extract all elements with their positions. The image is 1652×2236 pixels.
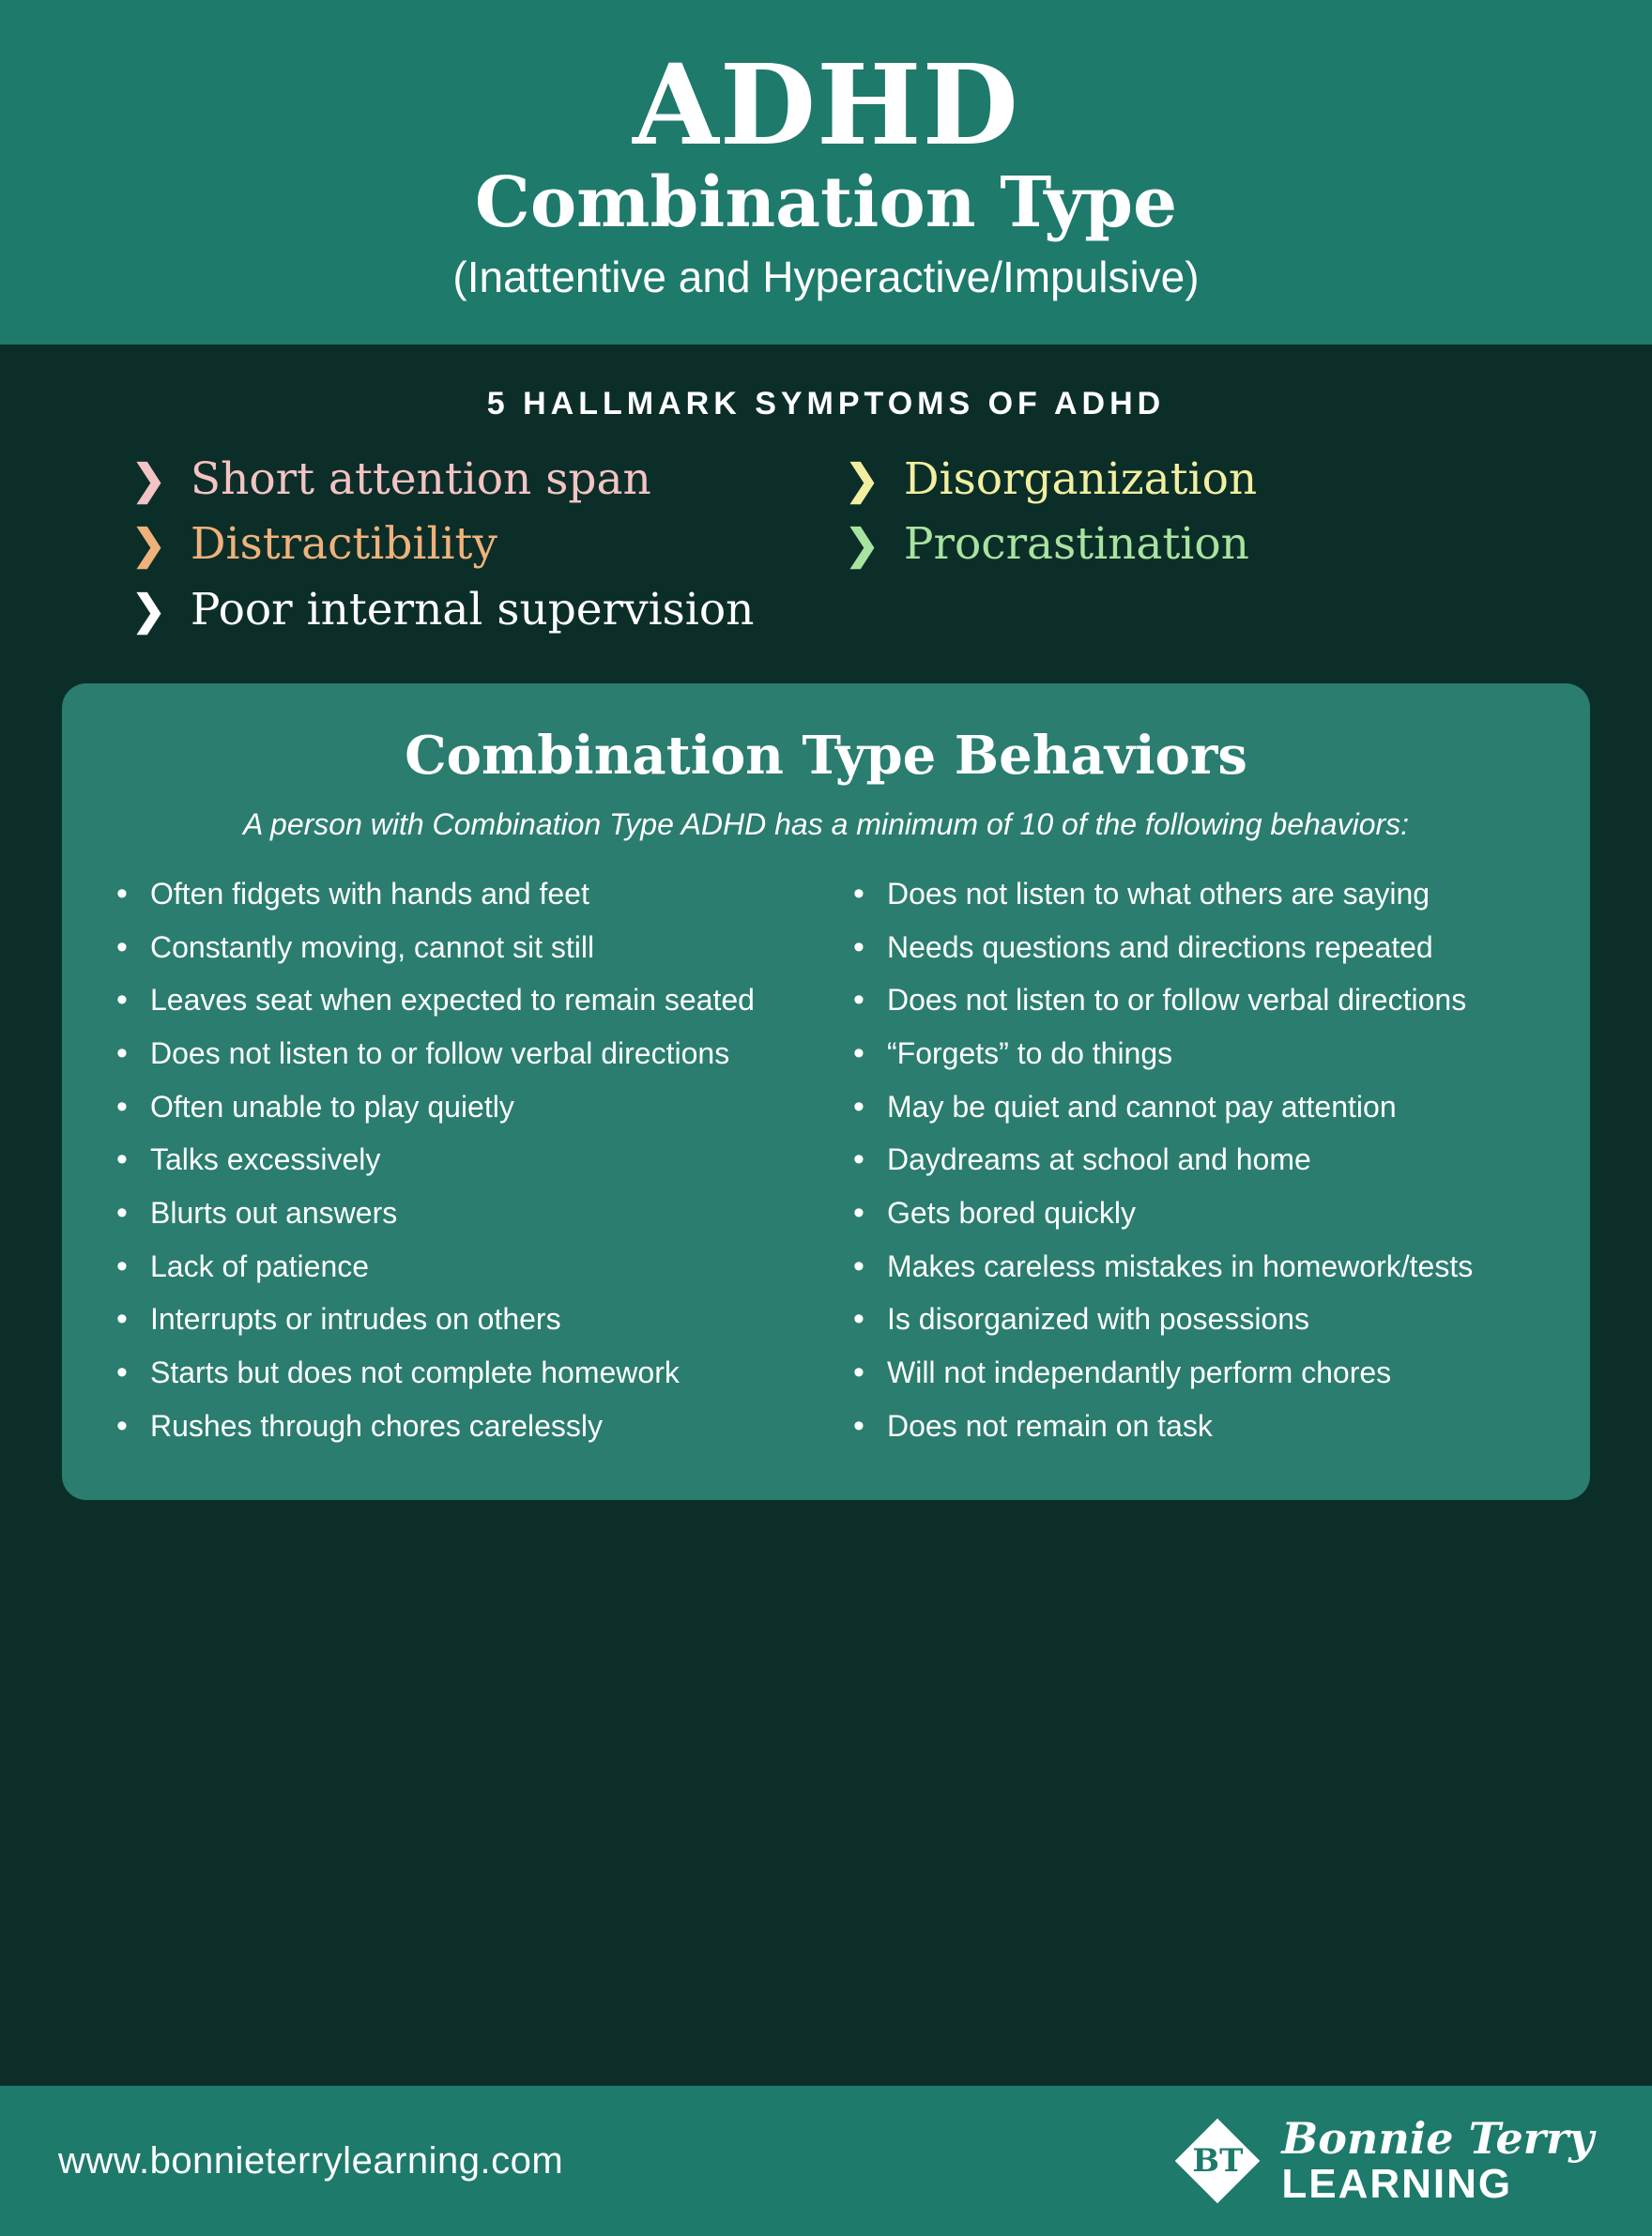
- brand-name: Bonnie Terry: [1281, 2113, 1594, 2164]
- symptom-label: Disorganization: [903, 452, 1258, 505]
- symptom-item: [845, 452, 1558, 505]
- behaviors-title: Combination Type Behaviors: [405, 724, 1247, 787]
- list-item: • Will not independantly perform chores: [842, 1355, 1547, 1392]
- symptom-item: [131, 452, 845, 505]
- list-item: • Does not listen to or follow verbal directions: [105, 1035, 810, 1073]
- list-item: • Needs questions and directions repeated: [842, 929, 1547, 967]
- chevron-right-icon: ❯: [845, 522, 880, 569]
- list-item: • Does not listen to or follow verbal directions: [842, 982, 1547, 1019]
- list-item: • Rushes through chores carelessly: [105, 1408, 810, 1446]
- behaviors-left-column: [105, 876, 810, 1461]
- list-item: • Gets bored quickly: [842, 1195, 1547, 1233]
- hallmark-heading: 5 HALLMARK SYMPTOMS OF ADHD: [486, 385, 1166, 421]
- list-item: • Interrupts or intrudes on others: [105, 1301, 810, 1339]
- behaviors-left-list: [105, 876, 810, 1445]
- list-item: • Starts but does not complete homework: [105, 1355, 810, 1392]
- chevron-right-icon: ❯: [131, 522, 166, 569]
- list-item: • Often unable to play quietly: [105, 1089, 810, 1126]
- page-title: ADHD: [633, 39, 1019, 170]
- chevron-right-icon: ❯: [131, 456, 166, 503]
- symptom-item: [131, 518, 845, 571]
- list-item: • Talks excessively: [105, 1141, 810, 1179]
- symptom-label: Distractibility: [190, 518, 497, 571]
- list-item: • “Forgets” to do things: [842, 1035, 1547, 1073]
- symptom-item: [131, 583, 845, 636]
- brand-word: LEARNING: [1281, 2161, 1513, 2207]
- poster-header: [0, 0, 1652, 345]
- diamond-logo-icon: [1174, 2118, 1261, 2204]
- symptom-label: Poor internal supervision: [190, 583, 755, 636]
- poster-footer: [0, 2086, 1652, 2236]
- chevron-right-icon: ❯: [845, 456, 880, 503]
- behaviors-right-column: [842, 876, 1547, 1461]
- list-item: • Often fidgets with hands and feet: [105, 876, 810, 913]
- list-item: • Lack of patience: [105, 1248, 810, 1286]
- list-item: • May be quiet and cannot pay attention: [842, 1089, 1547, 1126]
- website-url[interactable]: www.bonnieterrylearning.com: [58, 2139, 564, 2182]
- page-subtitle-detail: (Inattentive and Hyperactive/Impulsive): [452, 252, 1200, 301]
- chevron-right-icon: ❯: [131, 587, 166, 634]
- page-subtitle: Combination Type: [474, 162, 1178, 244]
- brand-logo: [1174, 2113, 1594, 2207]
- list-item: • Makes careless mistakes in homework/tests: [842, 1248, 1547, 1286]
- list-item: • Is disorganized with posessions: [842, 1301, 1547, 1339]
- behaviors-card: [62, 683, 1590, 1500]
- symptom-list: [38, 452, 1614, 651]
- behaviors-intro: A person with Combination Type ADHD has a minimum of 10 of the following behaviors:: [242, 806, 1410, 841]
- symptom-item: [845, 518, 1558, 571]
- behaviors-right-list: [842, 876, 1547, 1445]
- logo-monogram: BT: [1192, 2142, 1244, 2180]
- behaviors-card-wrapper: [0, 668, 1652, 2061]
- symptom-label: Short attention span: [190, 452, 651, 505]
- hallmark-section: [0, 345, 1652, 668]
- brand-text: [1281, 2113, 1594, 2207]
- behaviors-columns: [105, 876, 1547, 1461]
- list-item: • Does not listen to what others are saying: [842, 876, 1547, 913]
- list-item: • Leaves seat when expected to remain seated: [105, 982, 810, 1019]
- list-item: • Constantly moving, cannot sit still: [105, 929, 810, 967]
- list-item: • Does not remain on task: [842, 1408, 1547, 1446]
- symptom-label: Procrastination: [903, 518, 1249, 571]
- list-item: • Blurts out answers: [105, 1195, 810, 1233]
- list-item: • Daydreams at school and home: [842, 1141, 1547, 1179]
